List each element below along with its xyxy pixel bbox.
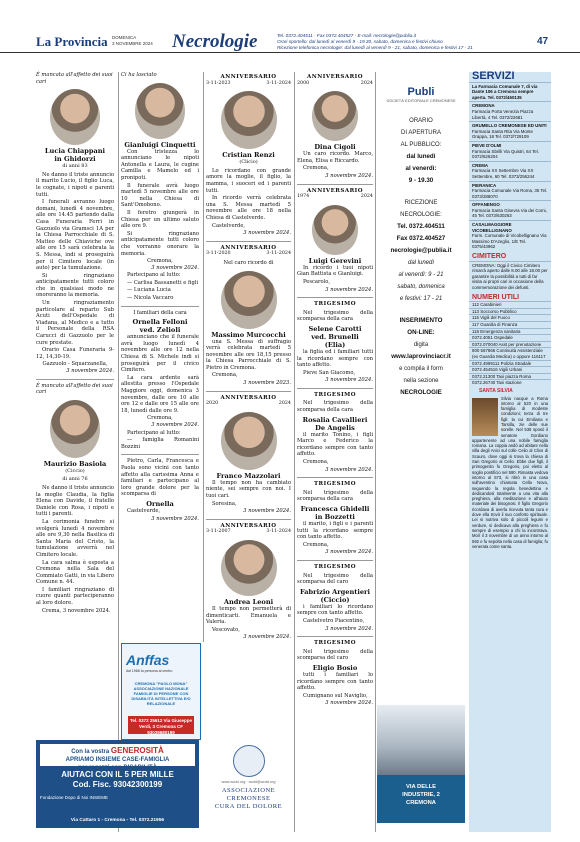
- office-address: VIA DELLE INDUSTRIE, 2 CREMONA: [377, 775, 465, 823]
- deceased-name: Lucia Chiappani in Ghidorzi: [44, 147, 106, 164]
- divider: [121, 306, 199, 307]
- divider: [121, 454, 199, 455]
- email-link[interactable]: necrologie@publia.it: [390, 247, 452, 254]
- divider: [297, 297, 373, 298]
- divider: [206, 241, 291, 242]
- portrait-photo: [312, 91, 358, 141]
- divider: [206, 519, 291, 520]
- divider: [206, 391, 291, 392]
- servizi-sidebar: SERVIZI La Farmacia Comunale 7, di via Dante 106 a Cremona sempre aperta. Tel. 0372/460135 CREMONA Farmacia Porta Venezia Piazza Libertà, 4 Tel. 0372/22681 GRUMELLO CREMONESE ED UNITI Farmacia Santa Rita Via Monte Grappa, 18 Tel. 0372/729109 PIEVE D'OLMI Farmacia Sbrilli Via Quistri, 64 Tel. 0372/626204 CREMA Farmacia XX Settembre Via XX Settembre, 60 Tel. 0373/256244 PIERANICA Farmacia Comunale Via Roma, 35 Tel. 0373/288070 OFFANENGO Farmacia Santa Ginevra Via dei Comi, 45 Tel. 0373/630263 CASALMAGGIORE VICOBELLIGNANO Farm. Comunale di Vicobellignano Via Massimo D'Azeglio, 1/E Tel. 0375/43962 CIMITERO CREMONA: Oggi il Civico Cimitero rimarrà aperto dalle 8.00 alle 18.00 per garantire la possibilità a tutti di far visita ai propri cari in occasione della commemorazione dei defunti. NUMERI UTILI 112 Carabinieri 113 Soccorso Pubblico 115 Vigili del Fuoco 117 Guardia di Finanza 118 Emergenza sanitaria 0372.4051 Ospedale 0372.070040 Asst per prenotazione 800 567866 Continuità Assistenziale (ex Guardia Medica) o oppure 116117 0372.4999111 Polizia Stradale 0372.454516 Vigili Urbani 0372.21300 Taxi piazza Roma 0372.26740 Taxi stazione SANTA SILVIA Silvia nacque a Roma intorno al 520 in una famiglia di modeste condizioni; terza di tre figli: la cui Emiliana e Tarsilla, zie delle sue sorelle. Nel 536 sposò il senatore Gordiano appartenente ad una nobile famiglia romana. La coppia andò ad abitare nella villa degli Anici sul colle Celio al Clivo di Scauro, dove oggi si trova la chiesa di San Gregorio al Celio. Ebbe due figli, il primogenito fu Gregorio, poi eletto al soglio pontificio nel 590. Rimasta vedova intorno al 573, si ritirò in una casa sull'aventino chiamata Cella Nova, seguendo la regola benedettina e dedicandosi totalmente a una vita alla preghiera, alla meditazione e all'aiuto materiale dei bisognosi. Il figlio Gregorio ricordava di averla ricevuta tanta cura e dove ella trovò il suo conforto spirituale. Lei si nutriva solo di piccoli legumi e verdure, si dedicava alla preghiera e fu sempre di esempio a chi la incontrava. Morì il 3 novembre di un anno intorno al 592 e fu sepolta nella casa di famiglia; fu venerata come santa.: [469, 72, 551, 832]
- fondazione-advertisement[interactable]: Con la vostra GENEROSITÀ APRIAMO INSIEME CASE-FAMIGLIA per ragazzi con DISABILITÀ AIUTACI CON IL 5 PER MILLE Cod. Fisc. 93042300199 Fondazione Dopo di Noi INSIEME Via Cattaro 1 - Cremona - Tel. 0372.21956: [36, 740, 199, 828]
- phone-number[interactable]: Tel. 0372.404511: [397, 223, 445, 230]
- column-divider: [118, 72, 119, 832]
- portrait-photo: [312, 205, 358, 255]
- portrait-photo: [50, 400, 100, 458]
- portrait-photo: [135, 83, 185, 139]
- anffas-advertisement[interactable]: Anffas dal 1968 la persona al centro CREMONA "PAOLO MONA" ASSOCIAZIONE NAZIONALE FAMIGLIE DI PERSONE CON DISABILITÀ INTELLETTIVA E/O RELAZIONALE Tel. 0372 25612 Via Giuseppe Verdi, 3 Cremona CF 93039680199: [121, 643, 201, 740]
- anniversary-column: ANNIVERSARIO 3-11-2023 3-11-2024 Cristian Renzi (Clicio) Lo ricordano con grande amore la moglie, il figlio, la mamma, i suoceri ed i parenti tutti. In ricordo verrà celebrata una S. Messa martedì 5 novembre alle ore 18 nella Chiesa di Castelverde. Castelverde, 3 novembre 2024. ANNIVERSARIO 3-11-2020 3-11-2024 Nel caro ricordo di Massimo Murcocchi una S. Messa di suffragio verrà celebrata martedì 5 novembre alle ore 18,15 presso la Chiesa Parrocchiale di S. Pietro in Cremona. Cremona, 3 novembre 2023. ANNIVERSARIO 2020 2024 Franco Mazzolari Il tempo non ha cambiato niente, sei sempre con noi. I tuoi cari. Soresina, 3 novembre 2024. ANNIVERSARIO 3-11-2007 3-11-2024 Andrea Leoni Il tempo non permetterà di dimenticarti. Emanuela e Valeria. Vescovato, 3 novembre 2024.: [206, 74, 291, 641]
- portrait-photo: [50, 89, 100, 145]
- portrait-photo: [221, 271, 277, 329]
- obituary-column-2: Ci ha lasciato Gianluigi Cinquetti Con tristezza lo annunciano le nipoti Antonella e Laura, le cugine Camilla e Mamelo ed i pronipoti. Il funerale avrà luogo martedì 5 novembre alle ore 10 nella Chiesa di Sant'Omobono. Il feretro giungerà in Chiesa per un ultimo saluto alle ore 9. Si ringraziano anticipatamente tutti coloro che vorranno onorare la memoria. Cremona, 3 novembre 2024. Partecipano al lutto: — Carlisa Bassanetti e figli — Luciana Lucia — Nicola Vaccaro I familiari della cara Ornella Felloni ved. Zelioli annunciano che il funerale avrà luogo lunedì 4 novembre alle ore 12 nella Chiesa di S. Michele indi si proseguirà per il civico Cimitero. La cara ardente sarà allestita presso l'Ospedale Maggiore oggi, domenica 3 novembre, dalle ore 10 alle ore 12 e dalle ore 15 alle ore 18, lunedì dalle ore 9. Cremona, 3 novembre 2024. Partecipano al lutto: — famiglia Romanini Bozzini Pietro, Carla, Francesca e Paola sono vicini con tanto affetto alla carissima Anna e familiari e partecipano al loro grande dolore per la scomparsa di Ornella Castelverde, 3 novembre 2024.: [121, 72, 199, 522]
- trigesimo-column: ANNIVERSARIO 2000 2024 Dina Cigoli Un caro ricordo. Marco, Elena, Elisa e Riccardo. Cremona, 3 novembre 2024. ANNIVERSARIO 1974 2024 Luigi Gerevini In ricordo i tuoi nipoti Gian Battista e Gianluigi. Pescarolo, 3 novembre 2024. TRIGESIMO Nel trigesimo della scomparsa della cara Selene Carotti ved. Brunelli (Elia) la figlia ed i familiari tutti la ricordano sempre con tanto affetto. Pieve San Giacomo, 3 novembre 2024. TRIGESIMO Nel trigesimo della scomparsa della cara Rosalia Cavallieri De Angelis il marito Tonino, i figli Marco e Federico la ricordano sempre con tanto affetto. Cremona, 3 novembre 2024. TRIGESIMO Nel trigesimo della scomparsa della cara Francesca Ghidelli in Bozzetti il marito, i figli e i parenti tutti la ricordano sempre con tanto affetto. Cremona, 3 novembre 2024. TRIGESIMO Nel trigesimo della scomparsa del caro Fabrizio Argentieri (Ciccio) i familiari lo ricordano sempre con tanto affetto. Castelvetro Piacentino, 3 novembre 2024. TRIGESIMO Nel trigesimo della scomparsa del caro Eligio Bosio tutti i familiari lo ricordano sempre con tanto affetto. Cumignano sul Naviglio, 3 novembre 2024.: [297, 74, 373, 707]
- column-divider: [294, 72, 295, 832]
- publia-logo: Publi: [407, 86, 435, 98]
- column-divider: [375, 72, 376, 832]
- office-building-photo: [377, 705, 465, 775]
- obituary-column-1: È mancata all'affetto dei suoi cari Lucia Chiappani in Ghidorzi di anni 83 Ne danno il triste annuncio il marito Lucio, il figlio Luca, le cognate, i nipoti e parenti tutti. I funerali avranno luogo domani, lunedì 4 novembre, alle ore 14.45 partendo dalla Casa Funeraria Ferri in Gazzuolo via Gramsci 1A per la Chiesa Parrocchiale di S. Matteo delle Chiaviche ove alle ore 15 sarà celebrata la S. Messa, indi si proseguirà per il Cimitero locale (in auto) per la tumulazione. Si ringraziano anticipatamente tutti coloro che in qualsiasi modo ne onoreranno la memoria. Un ringraziamento particolare al reparto Sub Acuti dell'Ospedale di Viadana, al Medico e a tutto il Personale della RSA Carucci di Gazzuolo per le cure prestate. Orario Casa Funeraria 9-12, 14,30-19. Gazzuolo - Squarzanella, 3 novembre 2024. È mancato all'affetto dei suoi cari Maurizio Basiola (Ciccio) di anni 76 Ne danno il triste annuncio la moglie Claudia, la figlia Elena con Davide, il fratello Daniele con Rosa, i nipoti e tutti i parenti. La cerimonia funebre si svolgerà lunedì 4 novembre alle ore 9,30 nella Basilica di Santa Maria del Cristo, la tumulazione avverrà nel Cimitero locale. La cara salma è esposta a Cremona nella Sala del Commiato Gatti, in via Libero Comune n. 44. I familiari ringraziano di cuore quanti parteciperanno al loro dolore. Crema, 3 novembre 2024.: [36, 72, 114, 614]
- divider: [297, 636, 373, 637]
- acdd-advertisement[interactable]: www.acdd.org · acdd@acdd.org ASSOCIAZIONE CREMONESE CURA DEL DOLORE: [206, 745, 291, 830]
- divider: [297, 477, 373, 478]
- portrait-photo: [221, 412, 277, 470]
- contact-info: Tel. 0372.404511 · Fax 0372.404527 · E-mail: necrologie@publia.it Orari sportello: dal lunedì al venerdì 9 - 19.30, sabato, domenica e festivi chiuso Ricezione telefonica necrologie: dal lunedì al venerdì 9 - 21, sabato, domenica e festivi 17 - 21: [277, 33, 473, 50]
- newspaper-logo: La Provincia: [36, 34, 108, 49]
- issue-date: DOMENICA 3 NOVEMBRE 2024: [112, 35, 153, 46]
- website-link[interactable]: www.laprovinciacr.it: [391, 353, 451, 360]
- divider: [297, 560, 373, 561]
- portrait-photo: [221, 91, 277, 149]
- divider: [36, 379, 114, 380]
- saint-image: [472, 398, 498, 436]
- acdd-logo-icon: [233, 745, 265, 777]
- divider: [297, 388, 373, 389]
- page-header: [0, 0, 580, 53]
- fax-number: Fax 0372.404527: [396, 235, 446, 242]
- column-divider: [203, 72, 204, 642]
- divider: [297, 184, 373, 185]
- section-title: Necrologie: [172, 31, 258, 52]
- page-number: 47: [537, 36, 549, 47]
- portrait-photo: [221, 540, 277, 596]
- publia-info-box: Publi SOCIETÀ EDITORIALE CREMONESE ORARIO DI APERTURA AL PUBBLICO: dal lunedì al venerdì: 9 - 19.30 RICEZIONE NECROLOGIE: Tel. 0372.404511 Fax 0372.404527 necrologie@publia.it dal lunedì al venerdì: 9 - 21 sabato, domenica e festivi: 17 - 21 INSERIMENTO ON-LINE: digita www.laprovinciacr.it e compila il form nella sezione NECROLOGIE: [377, 72, 465, 752]
